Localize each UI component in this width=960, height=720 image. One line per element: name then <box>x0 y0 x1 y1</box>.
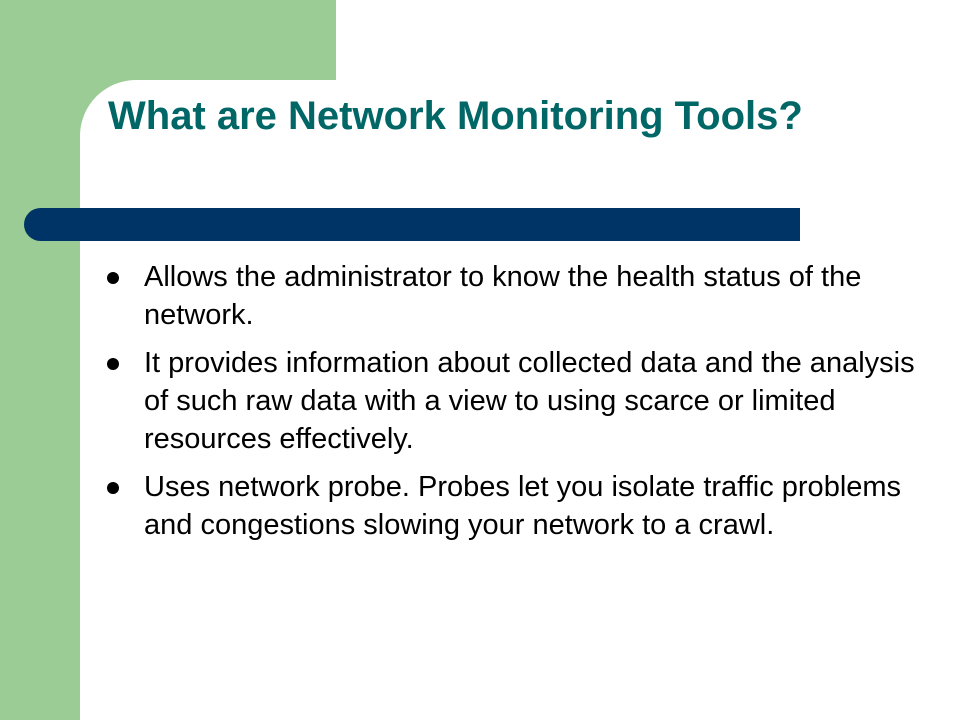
bullet-text: Allows the administrator to know the health status of the network. <box>144 261 862 331</box>
bullet-text: It provides information about collected data and the analysis of such raw data with a view to using scarce or limited resources effectively. <box>144 347 915 455</box>
slide-title: What are Network Monitoring Tools? <box>108 94 803 138</box>
bullet-item <box>104 258 924 334</box>
bullet-text: Uses network probe. Probes let you isolate traffic problems and congestions slowing your network to a crawl. <box>144 471 902 541</box>
bullet-list <box>104 258 924 554</box>
bullet-item <box>104 468 924 544</box>
bullet-dot-icon <box>107 272 119 284</box>
bullet-item <box>104 344 924 458</box>
bullet-dot-icon <box>107 482 119 494</box>
bullet-dot-icon <box>107 358 119 370</box>
title-underline-bar <box>24 208 800 241</box>
